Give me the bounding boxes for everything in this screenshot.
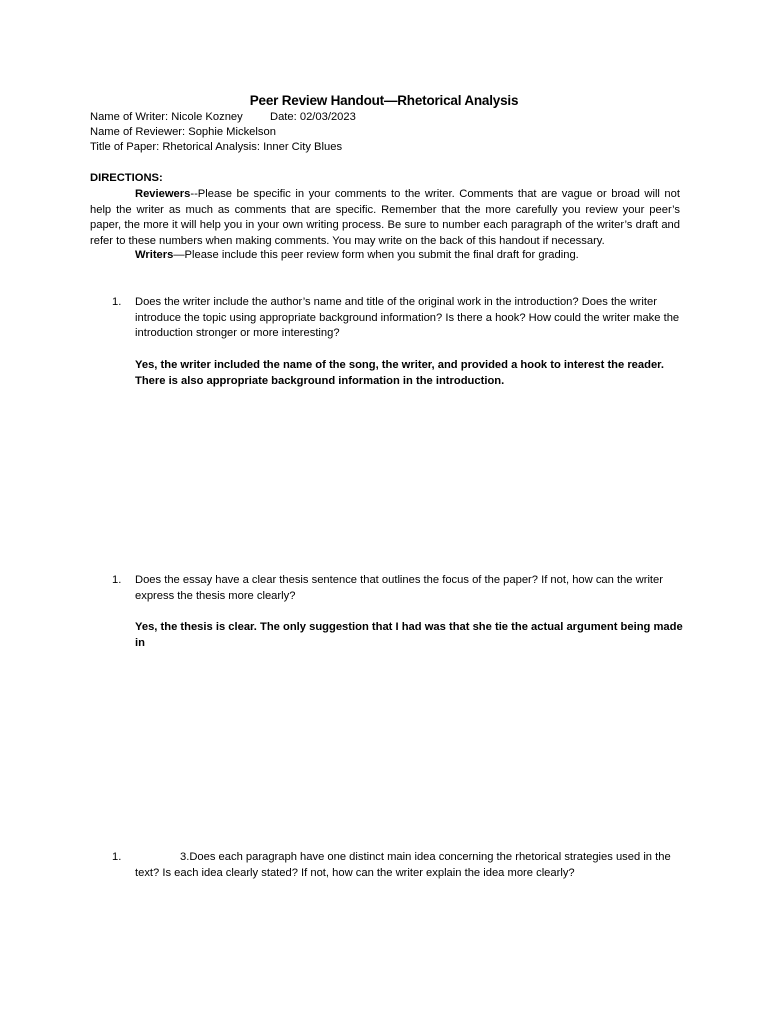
writer-name: Name of Writer: Nicole Kozney bbox=[90, 111, 243, 123]
document-title: Peer Review Handout—Rhetorical Analysis bbox=[249, 93, 519, 108]
writers-directions bbox=[90, 248, 680, 264]
question-text: Does the essay have a clear thesis sentence that outlines the focus of the paper? If not, how can the writer express the thesis more clearly? bbox=[135, 574, 663, 602]
question-number: 1. bbox=[112, 851, 122, 863]
question-text: 3.Does each paragraph have one distinct main idea concerning the rhetorical strategies used in the text? Is each idea clearly stated? If not, how can the writer explain the idea more clearly? bbox=[135, 851, 671, 879]
reviewers-text: --Please be specific in your comments to the writer. Comments that are vague or broad will not help the writer as much as comments that are specific. Remember that the more carefully you review your peer’s paper, the more it will help you in your own writing process. Be sure to number each paragraph of the writer’s draft and refer to these numbers when making comments. You may write on the back of this handout if necessary. bbox=[90, 188, 680, 247]
question-3 bbox=[112, 850, 682, 881]
question-2 bbox=[112, 573, 682, 604]
answer-2: Yes, the thesis is clear. The only suggestion that I had was that she tie the actual argument being made in bbox=[135, 621, 683, 649]
date-field: Date: 02/03/2023 bbox=[270, 111, 356, 123]
reviewers-directions bbox=[90, 187, 680, 249]
writers-label: Writers bbox=[135, 249, 174, 261]
question-number: 1. bbox=[112, 296, 122, 308]
question-1 bbox=[112, 295, 682, 342]
question-number: 1. bbox=[112, 574, 122, 586]
paper-title: Title of Paper: Rhetorical Analysis: Inner City Blues bbox=[90, 141, 343, 153]
directions-heading: DIRECTIONS: bbox=[90, 172, 163, 184]
writer-line bbox=[90, 110, 356, 126]
question-text: Does the writer include the author’s name and title of the original work in the introduction? Does the writer introduce the topic using appropriate background information? Is there a hook? How could the writer make the introduction stronger or more interesting? bbox=[135, 296, 680, 339]
reviewers-label: Reviewers bbox=[135, 188, 191, 200]
answer-1: Yes, the writer included the name of the song, the writer, and provided a hook to interest the reader. There is also appropriate background information in the introduction. bbox=[135, 359, 665, 387]
reviewer-name: Name of Reviewer: Sophie Mickelson bbox=[90, 126, 276, 138]
writers-text: —Please include this peer review form when you submit the final draft for grading. bbox=[173, 249, 579, 261]
